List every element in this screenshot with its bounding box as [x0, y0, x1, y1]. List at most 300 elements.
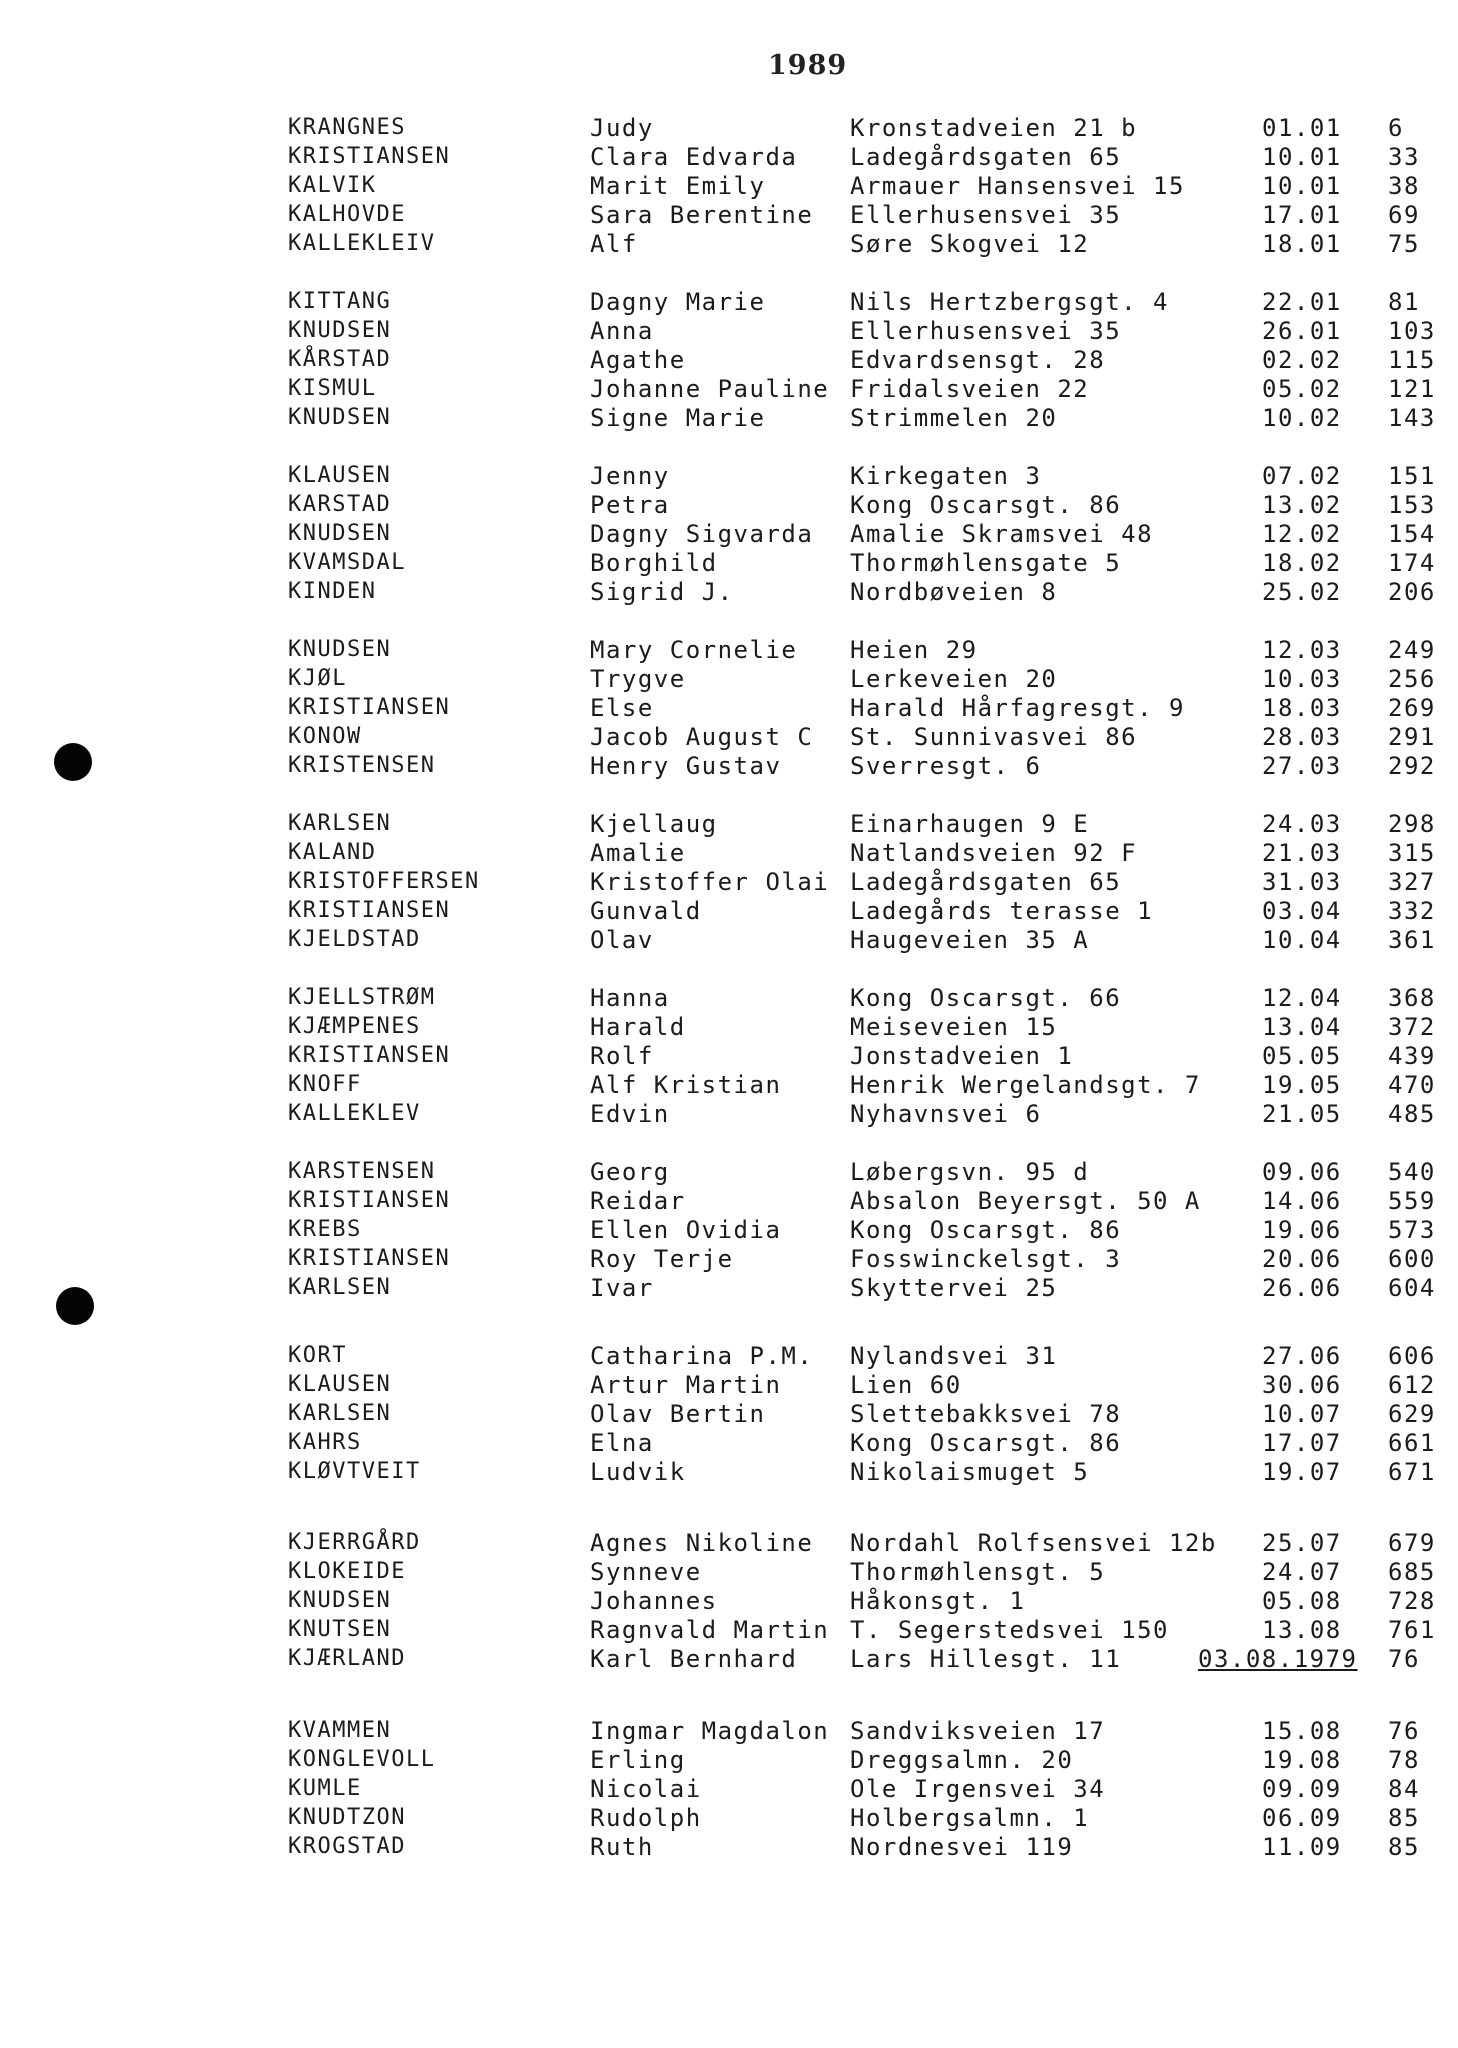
- list-item: [0, 1745, 1458, 1775]
- entry-date: 09.09: [1262, 1775, 1342, 1803]
- entry-given: Roy Terje: [590, 1245, 734, 1273]
- entry-num: 559: [1388, 1187, 1436, 1215]
- entry-num: 206: [1388, 578, 1436, 606]
- entry-date: 21.05: [1262, 1100, 1342, 1128]
- entry-given: Edvin: [590, 1100, 670, 1128]
- entry-date: 17.07: [1262, 1429, 1342, 1457]
- list-item: [0, 1186, 1458, 1216]
- entry-given: Agathe: [590, 346, 686, 374]
- entry-surname: KALLEKLEV: [288, 1101, 421, 1126]
- entry-surname: KITTANG: [288, 289, 392, 314]
- entry-surname: KRISTIANSEN: [288, 1246, 451, 1271]
- entry-surname: KNUDSEN: [288, 637, 392, 662]
- entry-num: 78: [1388, 1746, 1420, 1774]
- entry-date: 01.01: [1262, 114, 1342, 142]
- entry-surname: KORT: [288, 1343, 347, 1368]
- entry-given: Ellen Ovidia: [590, 1216, 782, 1244]
- entry-surname: KINDEN: [288, 579, 377, 604]
- list-item: [0, 345, 1458, 375]
- entry-date: 05.05: [1262, 1042, 1342, 1070]
- entry-surname: KRISTENSEN: [288, 753, 436, 778]
- list-item: [0, 374, 1458, 404]
- list-item: [0, 1012, 1458, 1042]
- entry-given: Georg: [590, 1158, 670, 1186]
- entry-surname: KARLSEN: [288, 811, 392, 836]
- entry-num: 76: [1388, 1645, 1420, 1673]
- entry-date: 24.07: [1262, 1558, 1342, 1586]
- entry-num: 69: [1388, 201, 1420, 229]
- entry-surname: KJELLSTRØM: [288, 985, 436, 1010]
- entry-given: Erling: [590, 1746, 686, 1774]
- list-item: [0, 1244, 1458, 1274]
- list-item: [0, 171, 1458, 201]
- entry-date: 03.04: [1262, 897, 1342, 925]
- entry-num: 372: [1388, 1013, 1436, 1041]
- entry-surname: KRISTIANSEN: [288, 144, 451, 169]
- entry-given: Synneve: [590, 1558, 702, 1586]
- entry-num: 174: [1388, 549, 1436, 577]
- entry-given: Harald: [590, 1013, 686, 1041]
- entry-given: Nicolai: [590, 1775, 702, 1803]
- entry-num: 249: [1388, 636, 1436, 664]
- entry-surname: KALLEKLEIV: [288, 231, 436, 256]
- list-item: [0, 287, 1458, 317]
- list-item: [0, 722, 1458, 752]
- entry-address: Lien 60: [850, 1371, 962, 1399]
- entry-given: Olav: [590, 926, 654, 954]
- entry-surname: KRISTIANSEN: [288, 695, 451, 720]
- entry-surname: KARSTENSEN: [288, 1159, 436, 1184]
- entry-given: Ludvik: [590, 1458, 686, 1486]
- entry-surname: KISMUL: [288, 376, 377, 401]
- list-item: [0, 751, 1458, 781]
- entry-surname: KARLSEN: [288, 1275, 392, 1300]
- entry-surname: KRISTIANSEN: [288, 1188, 451, 1213]
- entry-surname: KONOW: [288, 724, 362, 749]
- entry-address: Ladegårdsgaten 65: [850, 143, 1122, 171]
- entry-date: 12.04: [1262, 984, 1342, 1012]
- entry-date: 03.08.1979: [1198, 1645, 1358, 1673]
- entry-address: Armauer Hansensvei 15: [850, 172, 1185, 200]
- entry-given: Kjellaug: [590, 810, 718, 838]
- entry-address: Edvardsensgt. 28: [850, 346, 1106, 374]
- entry-num: 679: [1388, 1529, 1436, 1557]
- entry-surname: KRANGNES: [288, 115, 406, 140]
- list-item: [0, 490, 1458, 520]
- entry-address: Kronstadveien 21 b: [850, 114, 1138, 142]
- entry-num: 85: [1388, 1804, 1420, 1832]
- entry-surname: KNUDSEN: [288, 405, 392, 430]
- entry-given: Rudolph: [590, 1804, 702, 1832]
- entry-surname: KJERRGÅRD: [288, 1530, 421, 1555]
- entry-surname: KAHRS: [288, 1430, 362, 1455]
- entry-given: Clara Edvarda: [590, 143, 798, 171]
- list-item: [0, 1041, 1458, 1071]
- entry-address: Thormøhlensgt. 5: [850, 1558, 1106, 1586]
- entry-num: 485: [1388, 1100, 1436, 1128]
- list-item: [0, 838, 1458, 868]
- list-item: [0, 1399, 1458, 1429]
- list-item: [0, 1615, 1458, 1645]
- entry-address: Einarhaugen 9 E: [850, 810, 1090, 838]
- entry-num: 75: [1388, 230, 1420, 258]
- entry-address: Skyttervei 25: [850, 1274, 1058, 1302]
- entry-date: 06.09: [1262, 1804, 1342, 1832]
- list-item: [0, 1341, 1458, 1371]
- entry-date: 26.06: [1262, 1274, 1342, 1302]
- entry-date: 10.07: [1262, 1400, 1342, 1428]
- entry-date: 22.01: [1262, 288, 1342, 316]
- entry-num: 600: [1388, 1245, 1436, 1273]
- entry-date: 10.02: [1262, 404, 1342, 432]
- entry-num: 470: [1388, 1071, 1436, 1099]
- entry-date: 13.02: [1262, 491, 1342, 519]
- entry-address: Natlandsveien 92 F: [850, 839, 1138, 867]
- entry-given: Signe Marie: [590, 404, 766, 432]
- list-item: [0, 577, 1458, 607]
- entry-given: Karl Bernhard: [590, 1645, 798, 1673]
- entry-surname: KALVIK: [288, 173, 377, 198]
- entry-surname: KJÆRLAND: [288, 1646, 406, 1671]
- entry-given: Olav Bertin: [590, 1400, 766, 1428]
- entry-given: Henry Gustav: [590, 752, 782, 780]
- entry-address: Kong Oscarsgt. 86: [850, 491, 1122, 519]
- entry-given: Reidar: [590, 1187, 686, 1215]
- entry-date: 11.09: [1262, 1833, 1342, 1861]
- entry-num: 6: [1388, 114, 1404, 142]
- entry-address: Harald Hårfagresgt. 9: [850, 694, 1185, 722]
- entry-date: 18.02: [1262, 549, 1342, 577]
- entry-date: 05.02: [1262, 375, 1342, 403]
- entry-date: 07.02: [1262, 462, 1342, 490]
- list-item: [0, 1644, 1458, 1674]
- entry-address: Ellerhusensvei 35: [850, 317, 1122, 345]
- entry-surname: KNUTSEN: [288, 1617, 392, 1642]
- entry-date: 13.04: [1262, 1013, 1342, 1041]
- entry-num: 33: [1388, 143, 1420, 171]
- entry-given: Alf Kristian: [590, 1071, 782, 1099]
- entry-given: Sara Berentine: [590, 201, 814, 229]
- entry-num: 606: [1388, 1342, 1436, 1370]
- entry-num: 76: [1388, 1717, 1420, 1745]
- entry-num: 84: [1388, 1775, 1420, 1803]
- entry-date: 10.03: [1262, 665, 1342, 693]
- list-item: [0, 1215, 1458, 1245]
- entry-date: 24.03: [1262, 810, 1342, 838]
- entry-given: Judy: [590, 114, 654, 142]
- list-item: [0, 1457, 1458, 1487]
- entry-date: 09.06: [1262, 1158, 1342, 1186]
- list-item: [0, 896, 1458, 926]
- entry-surname: KARLSEN: [288, 1401, 392, 1426]
- entry-surname: KJÆMPENES: [288, 1014, 421, 1039]
- entry-num: 661: [1388, 1429, 1436, 1457]
- list-item: [0, 1716, 1458, 1746]
- entry-address: Lerkeveien 20: [850, 665, 1058, 693]
- entry-address: Nils Hertzbergsgt. 4: [850, 288, 1169, 316]
- entry-address: Absalon Beyersgt. 50 A: [850, 1187, 1201, 1215]
- entry-num: 153: [1388, 491, 1436, 519]
- entry-surname: KNUDSEN: [288, 318, 392, 343]
- entry-num: 151: [1388, 462, 1436, 490]
- entry-surname: KNUDTZON: [288, 1805, 406, 1830]
- entry-address: Holbergsalmn. 1: [850, 1804, 1090, 1832]
- entry-given: Kristoffer Olai: [590, 868, 830, 896]
- list-item: [0, 519, 1458, 549]
- entry-address: Heien 29: [850, 636, 978, 664]
- entry-date: 27.03: [1262, 752, 1342, 780]
- entry-date: 19.08: [1262, 1746, 1342, 1774]
- entry-address: Amalie Skramsvei 48: [850, 520, 1154, 548]
- entry-num: 85: [1388, 1833, 1420, 1861]
- entry-surname: KJELDSTAD: [288, 927, 421, 952]
- entry-date: 21.03: [1262, 839, 1342, 867]
- entry-date: 10.01: [1262, 143, 1342, 171]
- entry-given: Johannes: [590, 1587, 718, 1615]
- entry-date: 31.03: [1262, 868, 1342, 896]
- entry-address: Kong Oscarsgt. 66: [850, 984, 1122, 1012]
- entry-surname: KNUDSEN: [288, 521, 392, 546]
- list-item: [0, 1528, 1458, 1558]
- entry-given: Borghild: [590, 549, 718, 577]
- entry-date: 10.04: [1262, 926, 1342, 954]
- list-item: [0, 1832, 1458, 1862]
- entry-address: Henrik Wergelandsgt. 7: [850, 1071, 1201, 1099]
- entry-given: Dagny Marie: [590, 288, 766, 316]
- page-title: 1989: [768, 50, 848, 81]
- entry-date: 13.08: [1262, 1616, 1342, 1644]
- entry-date: 26.01: [1262, 317, 1342, 345]
- list-item: [0, 1099, 1458, 1129]
- entry-address: Nordbøveien 8: [850, 578, 1058, 606]
- list-item: [0, 113, 1458, 143]
- entry-given: Agnes Nikoline: [590, 1529, 814, 1557]
- entry-given: Sigrid J.: [590, 578, 734, 606]
- entry-address: St. Sunnivasvei 86: [850, 723, 1138, 751]
- entry-surname: KONGLEVOLL: [288, 1747, 436, 1772]
- entry-date: 02.02: [1262, 346, 1342, 374]
- list-item: [0, 229, 1458, 259]
- entry-num: 256: [1388, 665, 1436, 693]
- entry-given: Else: [590, 694, 654, 722]
- entry-surname: KARSTAD: [288, 492, 392, 517]
- entry-num: 121: [1388, 375, 1436, 403]
- entry-surname: KJØL: [288, 666, 347, 691]
- list-item: [0, 693, 1458, 723]
- entry-surname: KLAUSEN: [288, 1372, 392, 1397]
- list-item: [0, 1774, 1458, 1804]
- entry-num: 38: [1388, 172, 1420, 200]
- entry-num: 327: [1388, 868, 1436, 896]
- entry-address: Jonstadveien 1: [850, 1042, 1074, 1070]
- list-item: [0, 983, 1458, 1013]
- entry-address: Nyhavnsvei 6: [850, 1100, 1042, 1128]
- entry-date: 25.02: [1262, 578, 1342, 606]
- list-item: [0, 635, 1458, 665]
- entry-date: 20.06: [1262, 1245, 1342, 1273]
- entry-address: Meiseveien 15: [850, 1013, 1058, 1041]
- entry-date: 05.08: [1262, 1587, 1342, 1615]
- entry-surname: KALHOVDE: [288, 202, 406, 227]
- entry-address: Ladegårds terasse 1: [850, 897, 1154, 925]
- entry-date: 12.03: [1262, 636, 1342, 664]
- entry-given: Gunvald: [590, 897, 702, 925]
- entry-num: 540: [1388, 1158, 1436, 1186]
- entry-surname: KVAMMEN: [288, 1718, 392, 1743]
- entry-surname: KALAND: [288, 840, 377, 865]
- entry-num: 81: [1388, 288, 1420, 316]
- list-item: [0, 1370, 1458, 1400]
- entry-given: Anna: [590, 317, 654, 345]
- entry-surname: KRISTIANSEN: [288, 898, 451, 923]
- entry-num: 292: [1388, 752, 1436, 780]
- list-item: [0, 867, 1458, 897]
- entry-date: 19.07: [1262, 1458, 1342, 1486]
- entry-surname: KLAUSEN: [288, 463, 392, 488]
- entry-surname: KVAMSDAL: [288, 550, 406, 575]
- entry-address: Lars Hillesgt. 11: [850, 1645, 1122, 1673]
- entry-address: Løbergsvn. 95 d: [850, 1158, 1090, 1186]
- entry-address: Kirkegaten 3: [850, 462, 1042, 490]
- list-item: [0, 1586, 1458, 1616]
- list-item: [0, 200, 1458, 230]
- entry-address: T. Segerstedsvei 150: [850, 1616, 1169, 1644]
- list-item: [0, 461, 1458, 491]
- entry-surname: KROGSTAD: [288, 1834, 406, 1859]
- entry-date: 25.07: [1262, 1529, 1342, 1557]
- entry-given: Ragnvald Martin: [590, 1616, 830, 1644]
- entry-given: Alf: [590, 230, 638, 258]
- entry-address: Slettebakksvei 78: [850, 1400, 1122, 1428]
- entry-given: Johanne Pauline: [590, 375, 830, 403]
- entry-num: 761: [1388, 1616, 1436, 1644]
- list-item: [0, 1273, 1458, 1303]
- entry-surname: KÅRSTAD: [288, 347, 392, 372]
- entry-given: Artur Martin: [590, 1371, 782, 1399]
- entry-date: 17.01: [1262, 201, 1342, 229]
- entry-address: Nikolaismuget 5: [850, 1458, 1090, 1486]
- entry-address: Håkonsgt. 1: [850, 1587, 1026, 1615]
- entry-address: Kong Oscarsgt. 86: [850, 1216, 1122, 1244]
- entry-given: Catharina P.M.: [590, 1342, 814, 1370]
- entry-given: Trygve: [590, 665, 686, 693]
- entry-given: Ruth: [590, 1833, 654, 1861]
- entry-address: Søre Skogvei 12: [850, 230, 1090, 258]
- entry-num: 315: [1388, 839, 1436, 867]
- list-item: [0, 316, 1458, 346]
- entry-surname: KNOFF: [288, 1072, 362, 1097]
- entry-given: Jacob August C: [590, 723, 814, 751]
- entry-surname: KRISTIANSEN: [288, 1043, 451, 1068]
- entry-num: 439: [1388, 1042, 1436, 1070]
- entry-given: Mary Cornelie: [590, 636, 798, 664]
- entry-address: Ladegårdsgaten 65: [850, 868, 1122, 896]
- entry-surname: KUMLE: [288, 1776, 362, 1801]
- entry-num: 604: [1388, 1274, 1436, 1302]
- entry-num: 629: [1388, 1400, 1436, 1428]
- entry-surname: KREBS: [288, 1217, 362, 1242]
- entry-num: 291: [1388, 723, 1436, 751]
- entry-surname: KLØVTVEIT: [288, 1459, 421, 1484]
- entry-date: 15.08: [1262, 1717, 1342, 1745]
- list-item: [0, 1070, 1458, 1100]
- entry-address: Ole Irgensvei 34: [850, 1775, 1106, 1803]
- entry-address: Ellerhusensvei 35: [850, 201, 1122, 229]
- entry-given: Petra: [590, 491, 670, 519]
- entry-address: Kong Oscarsgt. 86: [850, 1429, 1122, 1457]
- entry-num: 573: [1388, 1216, 1436, 1244]
- entry-num: 298: [1388, 810, 1436, 838]
- entry-surname: KRISTOFFERSEN: [288, 869, 480, 894]
- entry-address: Strimmelen 20: [850, 404, 1058, 432]
- entry-given: Rolf: [590, 1042, 654, 1070]
- entry-given: Dagny Sigvarda: [590, 520, 814, 548]
- entry-address: Haugeveien 35 A: [850, 926, 1090, 954]
- entry-address: Fosswinckelsgt. 3: [850, 1245, 1122, 1273]
- entry-address: Nordnesvei 119: [850, 1833, 1074, 1861]
- entry-num: 728: [1388, 1587, 1436, 1615]
- entry-address: Fridalsveien 22: [850, 375, 1090, 403]
- list-item: [0, 142, 1458, 172]
- entry-address: Sandviksveien 17: [850, 1717, 1106, 1745]
- list-item: [0, 925, 1458, 955]
- entry-num: 154: [1388, 520, 1436, 548]
- entry-num: 115: [1388, 346, 1436, 374]
- entry-address: Nordahl Rolfsensvei 12b: [850, 1529, 1217, 1557]
- entry-given: Amalie: [590, 839, 686, 867]
- entry-surname: KLOKEIDE: [288, 1559, 406, 1584]
- entry-given: Elna: [590, 1429, 654, 1457]
- list-item: [0, 1157, 1458, 1187]
- entry-date: 19.05: [1262, 1071, 1342, 1099]
- entry-num: 332: [1388, 897, 1436, 925]
- entry-date: 19.06: [1262, 1216, 1342, 1244]
- entry-date: 12.02: [1262, 520, 1342, 548]
- entry-given: Hanna: [590, 984, 670, 1012]
- entry-given: Jenny: [590, 462, 670, 490]
- list-item: [0, 664, 1458, 694]
- entry-num: 612: [1388, 1371, 1436, 1399]
- list-item: [0, 548, 1458, 578]
- entry-address: Sverresgt. 6: [850, 752, 1042, 780]
- entry-date: 28.03: [1262, 723, 1342, 751]
- entry-num: 368: [1388, 984, 1436, 1012]
- entry-given: Ivar: [590, 1274, 654, 1302]
- entry-given: Ingmar Magdalon: [590, 1717, 830, 1745]
- entry-num: 103: [1388, 317, 1436, 345]
- entry-date: 18.03: [1262, 694, 1342, 722]
- list-item: [0, 1428, 1458, 1458]
- entry-num: 269: [1388, 694, 1436, 722]
- entry-num: 143: [1388, 404, 1436, 432]
- entry-date: 10.01: [1262, 172, 1342, 200]
- list-item: [0, 1803, 1458, 1833]
- list-item: [0, 809, 1458, 839]
- entry-date: 14.06: [1262, 1187, 1342, 1215]
- entry-address: Thormøhlensgate 5: [850, 549, 1122, 577]
- entry-given: Marit Emily: [590, 172, 766, 200]
- entry-num: 361: [1388, 926, 1436, 954]
- entry-date: 30.06: [1262, 1371, 1342, 1399]
- list-item: [0, 403, 1458, 433]
- entry-num: 685: [1388, 1558, 1436, 1586]
- entry-address: Nylandsvei 31: [850, 1342, 1058, 1370]
- entry-date: 27.06: [1262, 1342, 1342, 1370]
- entry-date: 18.01: [1262, 230, 1342, 258]
- list-item: [0, 1557, 1458, 1587]
- entry-surname: KNUDSEN: [288, 1588, 392, 1613]
- entry-num: 671: [1388, 1458, 1436, 1486]
